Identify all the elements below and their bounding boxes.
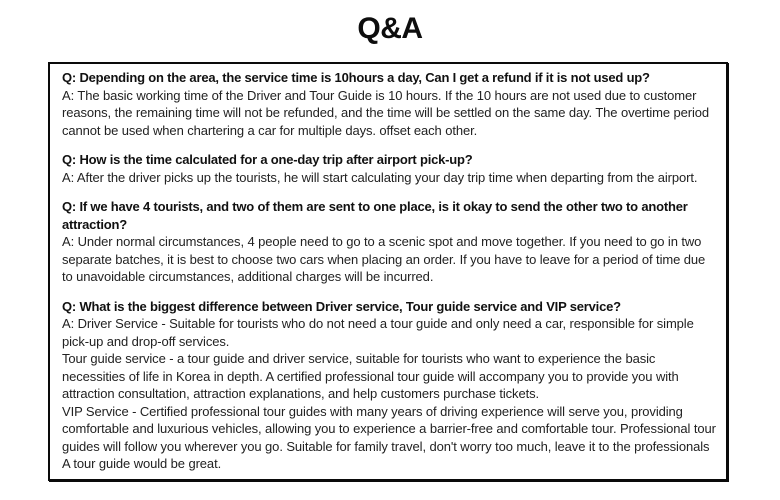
answer-paragraph: A: After the driver picks up the tourists, he will start calculating your day trip time when departing from the airport. [62,169,698,185]
question-text: Q: Depending on the area, the service time is 10hours a day, Can I get a refund if it is not used up? [62,70,650,85]
qa-item-time-calculation [62,151,717,186]
question-text: Q: What is the biggest difference between Driver service, Tour guide service and VIP service? [62,298,621,314]
answer-paragraph-tour-guide-service: Tour guide service - a tour guide and driver service, suitable for tourists who want to experience the basic necessities of life in Korea in depth. A certified professional tour guide will accompany you to provide you with attraction consultation, attraction explanations, and help customers purchase tickets. [62,351,679,401]
answer-paragraph: A: The basic working time of the Driver and Tour Guide is 10 hours. If the 10 hours are not used due to customer reasons, the remaining time will not be refunded, and the time will be settled on the same day. The overtime period cannot be used when chartering a car for multiple days. offset each other. [62,87,710,138]
qa-box [48,62,728,481]
answer-paragraph-vip-service: VIP Service - Certified professional tour guides with many years of driving experience will serve you, providing comfortable and luxurious vehicles, allowing you to experience a barrier-free and comfortable tour. Professional tour guides will follow you wherever you go. Suitable for family travel, don't worry too much, leave it to the professionals A tour guide would be great. [62,403,716,471]
answer-paragraph-driver-service: A: Driver Service - Suitable for tourists who do not need a tour guide and only need a car, responsible for simple pick-up and drop-off services. [62,316,694,349]
qa-item-service-difference [62,298,717,473]
answer-paragraph: A: Under normal circumstances, 4 people need to go to a scenic spot and move together. If you need to go in two separate batches, it is best to choose two cars when placing an order. If you have to leave for a period of time due to unavoidable circumstances, additional charges will be incurred. [62,234,706,284]
question-text: Q: How is the time calculated for a one-day trip after airport pick-up? [62,152,473,167]
page-title: Q&A [357,12,423,45]
question-text: Q: If we have 4 tourists, and two of them are sent to one place, is it okay to send the other two to another attraction? [62,199,688,232]
qa-item-split-group [62,198,717,286]
qa-item-refund [62,69,717,139]
